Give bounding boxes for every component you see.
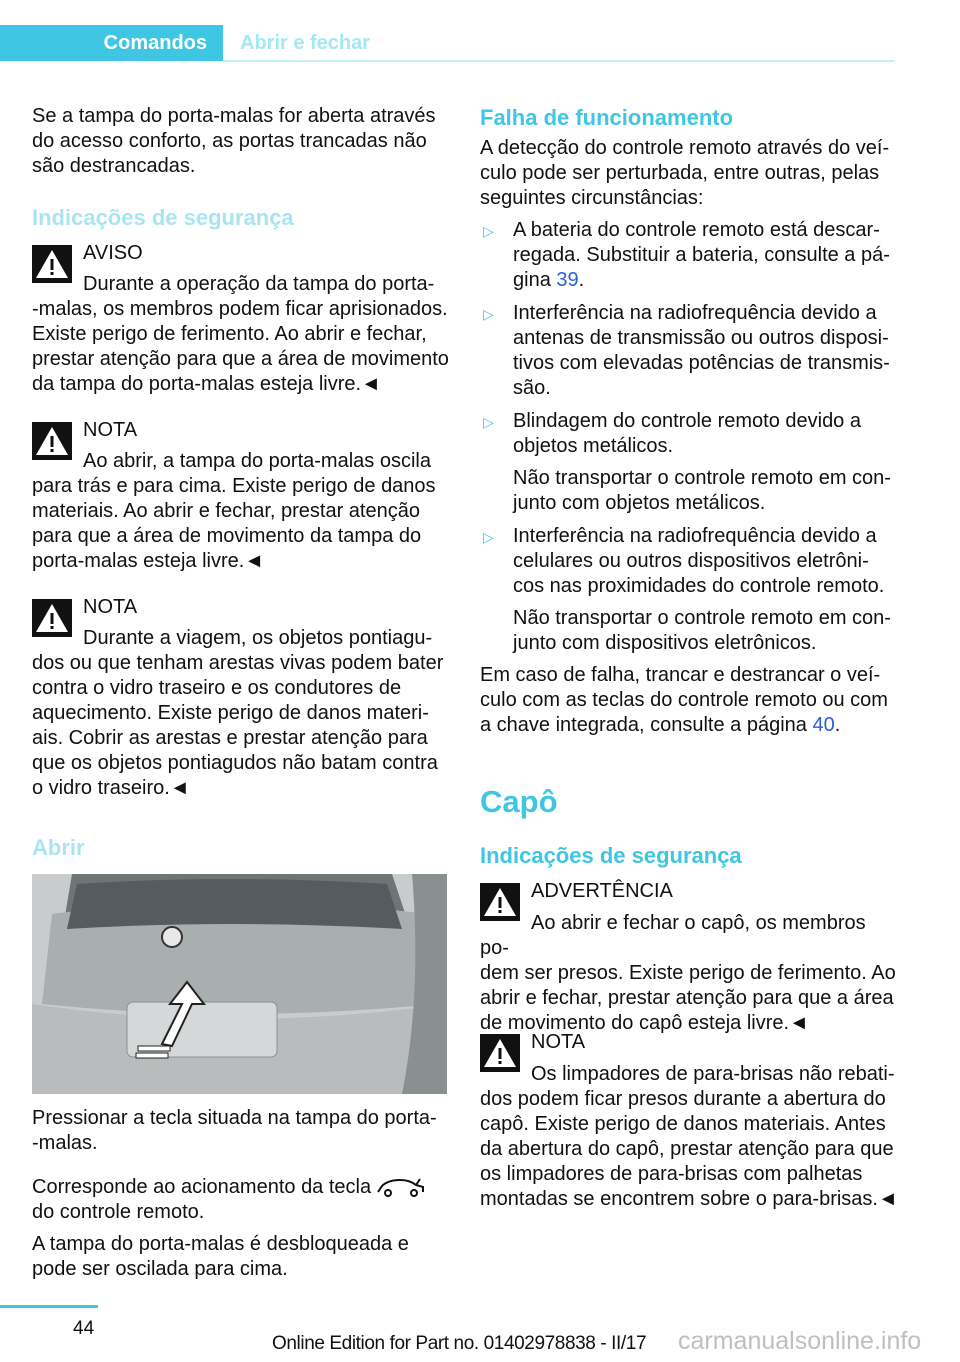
fallback-text-end: . bbox=[834, 714, 841, 736]
bullet-text-end: . bbox=[578, 269, 585, 291]
header-divider bbox=[223, 60, 895, 62]
hood-heading: Capô bbox=[480, 784, 558, 819]
bullet-icon: ▷ bbox=[483, 414, 494, 430]
bullet-item: Interferência na radiofrequência devido a antenas de transmissão ou outros disposi- tivos com elevadas potências de transmis- são. bbox=[513, 302, 890, 399]
fallback-paragraph bbox=[480, 663, 888, 738]
warning-text: Durante a operação da tampa do porta- -malas, os membros podem ficar aprisionados. Existe perigo de ferimento. Ao abrir e fechar, prestar atenção para que a área de movimento da tampa do porta-malas esteja livre.◄ bbox=[32, 273, 449, 395]
released-paragraph: A tampa do porta-malas é desbloqueada e pode ser oscilada para cima. bbox=[32, 1233, 409, 1280]
fallback-text: Em caso de falha, trancar e destrancar o veí- culo com as teclas do controle remoto ou com a chave integrada, consulte a página bbox=[480, 664, 888, 736]
page-link-40[interactable]: 40 bbox=[812, 714, 835, 736]
warning-text: Ao abrir e fechar o capô, os membros po- dem ser presos. Existe perigo de ferimento. Ao abrir e fechar, prestar atenção para que a área de movimento do capô esteja livre.◄ bbox=[480, 912, 896, 1034]
note-title: NOTA bbox=[531, 1031, 586, 1053]
warning-title: ADVERTÊNCIA bbox=[531, 880, 673, 902]
safety-heading: Indicações de segurança bbox=[32, 205, 294, 230]
bullet-icon: ▷ bbox=[483, 223, 494, 239]
note-text: Os limpadores de para-brisas não rebati- dos podem ficar presos durante a abertura do capô. Existe perigo de danos materiais. Antes da abertura do capô, prestar atenção para que os limpadores de para-brisas com palhetas montadas se encontrem sobre o para-brisas.◄ bbox=[480, 1063, 898, 1210]
tailgate-image bbox=[32, 874, 447, 1094]
note-title: NOTA bbox=[83, 419, 138, 441]
page-link-39[interactable]: 39 bbox=[556, 269, 579, 291]
note-text: Durante a viagem, os objetos pontiagu- dos ou que tenham arestas vivas podem bater contra o vidro traseiro e os condutores de aquecimento. Existe perigo de danos materi- ais. Cobrir as arestas e prestar atenção para que os objetos pontiagudos não batam contra o vidro traseiro.◄ bbox=[32, 627, 444, 799]
corresponds-line-2: do controle remoto. bbox=[32, 1201, 205, 1223]
note-title: NOTA bbox=[83, 596, 138, 618]
bullet-icon: ▷ bbox=[483, 529, 494, 545]
intro-paragraph: Se a tampa do porta-malas for aberta através do acesso conforto, as portas trancadas não são destrancadas. bbox=[32, 105, 436, 177]
bullet-text: A bateria do controle remoto está descar- regada. Substituir a bateria, consulte a pá- gina bbox=[513, 219, 890, 291]
bullet-item: Interferência na radiofrequência devido a celulares ou outros dispositivos eletrôni- cos nas proximidades do controle remoto. bbox=[513, 525, 885, 597]
press-paragraph: Pressionar a tecla situada na tampa do porta- -malas. bbox=[32, 1107, 437, 1154]
footer-accent-line bbox=[0, 1305, 98, 1308]
tab-comandos[interactable]: Comandos bbox=[0, 25, 223, 61]
bullet-icon: ▷ bbox=[483, 306, 494, 322]
hood-safety-heading: Indicações de segurança bbox=[480, 843, 742, 868]
bullet-item: Blindagem do controle remoto devido a objetos metálicos. bbox=[513, 410, 861, 457]
watermark: carmanualsonline.info bbox=[678, 1327, 922, 1355]
note-text: Ao abrir, a tampa do porta-malas oscila para trás e para cima. Existe perigo de danos materiais. Ao abrir e fechar, prestar atenção para que a área de movimento da tampa do porta-malas esteja livre.◄ bbox=[32, 450, 436, 572]
edition-text: Online Edition for Part no. 01402978838 - II/17 bbox=[272, 1333, 647, 1354]
bullet-note: Não transportar o controle remoto em con- junto com objetos metálicos. bbox=[513, 467, 891, 514]
malfunction-intro: A detecção do controle remoto através do veí- culo pode ser perturbada, entre outras, pelas seguintes circunstâncias: bbox=[480, 137, 890, 209]
corresponds-line: Corresponde ao acionamento da tecla bbox=[32, 1176, 372, 1198]
bullet-note: Não transportar o controle remoto em con- junto com dispositivos eletrônicos. bbox=[513, 607, 891, 654]
tab-abrir-e-fechar[interactable]: Abrir e fechar bbox=[240, 32, 371, 54]
car-trunk-icon bbox=[376, 1177, 426, 1199]
malfunction-heading: Falha de funcionamento bbox=[480, 105, 734, 130]
warning-title: AVISO bbox=[83, 242, 143, 264]
open-heading: Abrir bbox=[32, 835, 85, 860]
bullet-item bbox=[513, 218, 890, 293]
page-number: 44 bbox=[73, 1318, 95, 1339]
